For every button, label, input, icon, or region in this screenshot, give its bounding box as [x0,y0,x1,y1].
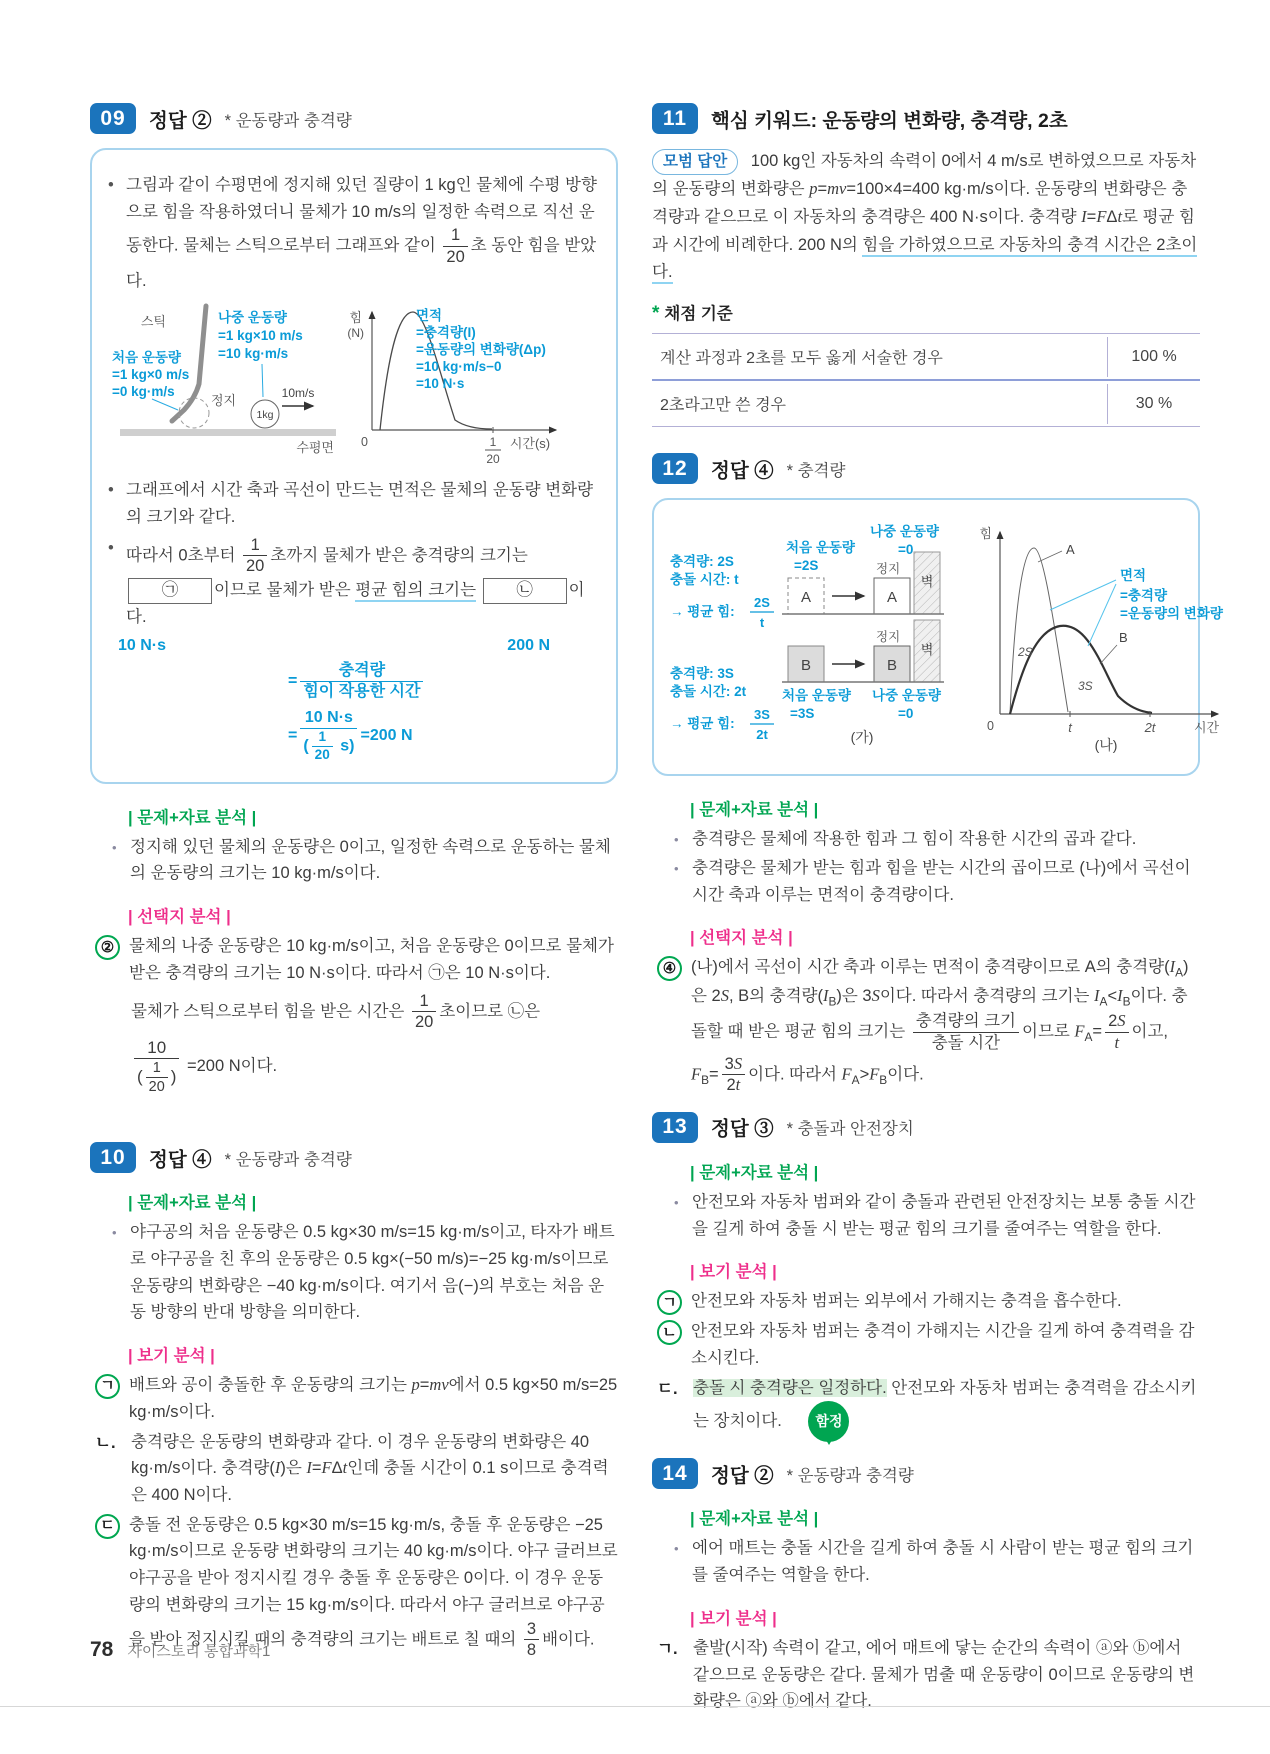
avg-force-a-num: 2S [754,595,770,611]
avg-force-a-den: t [759,615,765,631]
option-marker: ㄴ. [95,1433,116,1452]
option-marker: ㄱ. [657,1639,678,1658]
q11-header [652,103,1200,134]
initial-momentum-b-value: =3S [790,706,815,722]
ground-surface [120,429,336,436]
initial-momentum-eq2: =0 kg·m/s [112,384,175,400]
tick-t-label: t [1068,720,1072,736]
y-axis-label: 힘 [979,526,992,542]
option-marker-circled: ㄷ [95,1514,120,1539]
q12-analysis-1-text: 충격량은 물체에 작용한 힘과 그 힘이 작용한 시간의 곱과 같다. [692,830,1137,849]
x-axis-label: 시간 [1194,720,1220,736]
q09-blue-working [108,637,602,764]
q09-box-bullet-2 [108,477,602,530]
q10-problem-analysis-label: | 문제+자료 분석 | [128,1194,257,1213]
q09-choice-cont-2: 10 ( $\frac{1}{20}$ ) =200 N이다. [90,1037,618,1096]
q09-analysis-text: 정지해 있던 물체의 운동량은 0이고, 일정한 속력으로 운동하는 물체의 운동량의 크기는 10 kg·m/s이다. [130,837,611,883]
left-column [90,103,618,1664]
page-number: 78 [90,1638,114,1661]
bullet-dot: • [674,832,679,848]
q12-choice-4 [652,954,1200,1096]
rest-label: 정지 [876,630,901,645]
initial-momentum-a-value: =2S [794,558,819,574]
model-answer-badge: 모범 답안 [652,149,738,175]
asterisk-icon: * [652,303,660,325]
final-momentum-b-label: 나중 운동량 [872,688,941,704]
q09-answer: 정답 ② [149,109,212,132]
time-a-label: 충돌 시간: t [670,572,739,588]
book-title: 자이스토리 통합과학1 [127,1643,271,1660]
area-label-5: =10 N·s [416,376,465,392]
q10-analysis-text: 야구공의 처음 운동량은 0.5 kg×30 m/s=15 kg·m/s이고, 타자가 배트로 야구공을 친 후의 운동량은 0.5 kg×(−50 m/s)=−25 kg·m/s이므로 운동량의 변화량은 −40 kg·m/s이다. 여기서 음(−)의 부호는 처음 운동 방향의 반대 방향을 의미한다. [130,1223,615,1322]
q13-option-n-text: 안전모와 자동차 범퍼는 충격이 가해지는 시간을 길게 하여 충격력을 감소시킨다. [691,1322,1195,1367]
q09-number-badge: 09 [90,103,136,134]
option-marker-circled: ㄱ [95,1374,120,1399]
bullet-dot: • [674,860,679,876]
q10-number-badge: 10 [90,1142,136,1173]
origin-label: 0 [987,719,994,734]
q13-option-n [652,1318,1200,1371]
q13-option-d [652,1375,1200,1443]
q12-choice-text: (나)에서 곡선이 시간 축과 이루는 면적이 충격량이므로 A의 충격량$(I_A)$은 2S, B의 충격량$(I_B)$은 3S이다. 따라서 충격량의 크기는 $I_A<I_B$이다. 충돌할 때 받은 평균 힘의 크기는 충격량의 크기 충돌 시간 이므로 $F_A=$ $\frac{2S}{t}$ 이고, $F_B=$ $\frac{3S}{2t}$ 이다. 따라서 $F_A>F_B$이다. [691,957,1189,1095]
q09-choice-text: 물체의 나중 운동량은 10 kg·m/s이고, 처음 운동량은 0이므로 물체가 받은 충격량의 크기는 10 N·s이다. 따라서 ㉠은 10 N·s이다. [129,937,614,982]
curve-b-label: B [1119,630,1128,646]
final-momentum-a-label: 나중 운동량 [870,524,939,540]
q09-diagram-wrap [110,300,602,473]
right-column [652,103,1223,1718]
table-row [652,379,1200,426]
figure-na-label: (나) [1094,737,1118,754]
box-b-label: B [886,657,898,675]
q14-options-label: | 보기 분석 | [690,1609,777,1628]
q12-problem-analysis-label: | 문제+자료 분석 | [690,801,819,820]
wall-label: 벽 [920,574,934,590]
q09-work-line-1: = 충격량 힘이 작용한 시간 [108,661,602,702]
q09-question-box [90,148,618,784]
q14-header [652,1458,1200,1489]
q14-problem-analysis-label: | 문제+자료 분석 | [690,1510,819,1529]
pointer-line [1038,551,1062,562]
grading-score: 100 % [1107,337,1200,377]
q13-answer: 정답 ③ [711,1118,774,1141]
area-3s-label: 3S [1078,679,1093,694]
q12-header [652,453,1200,484]
final-momentum-eq1: =1 kg×10 m/s [218,328,303,344]
q13-option-d-body: 충돌 시 충격량은 일정하다. 안전모와 자동차 범퍼는 충격력을 감소시키는 장치이다. [693,1378,1197,1431]
q12-choice-analysis-label: | 선택지 분석 | [690,929,793,948]
area-label-4: =10 kg·m/s−0 [416,359,502,375]
area-2s-label: 2S [1018,645,1033,660]
grading-score: 30 % [1107,384,1200,424]
q10-option-n [90,1429,618,1509]
bullet-dot: • [112,1225,117,1241]
stick-label: 스틱 [140,314,166,330]
time-b-label: 충돌 시간: 2t [670,684,747,700]
option-marker-circled: ㄴ [657,1320,682,1345]
q09-choice-2 [90,933,618,986]
q13-option-g-text: 안전모와 자동차 범퍼는 외부에서 가해지는 충격을 흡수한다. [691,1292,1122,1311]
table-row [652,334,1200,379]
q14-option-g-text: 출발(시작) 속력이 같고, 에어 매트에 닿는 순간의 속력이 ⓐ와 ⓑ에서 같으므로 운동량은 같다. 물체가 멈출 때 운동량이 0이므로 운동량의 변화량은 ⓐ와 ⓑ에서 같다. [693,1638,1195,1711]
q09-diagram [110,300,570,468]
q10-option-d-text: 충돌 전 운동량은 0.5 kg×30 m/s=15 kg·m/s, 충돌 후 운동량은 −25 kg·m/s이므로 운동량 변화량의 크기는 40 kg·m/s이다. 야구 글러브로 야구공을 받아 정지시킬 경우 충돌 후 운동량은 0이다. 이 경우 운동량의 변화량의 크기는 15 kg·m/s이다. 따라서 야구 글러브로 야구공을 받아 정지시킬 때의 충격량의 크기는 배트로 칠 때의 $\frac{3}{8}$ 배이다. [129,1515,618,1660]
tick-fraction-den: 20 [486,452,500,467]
box-a-label: A [800,589,812,607]
q12-answer: 정답 ④ [711,459,774,482]
trap-label: 함정 [815,1413,843,1430]
q14-answer: 정답 ② [711,1464,774,1487]
q09-box-text-3: 따라서 0초부터 $\frac{1}{20}$ 초까지 물체가 받은 충격량의 크기는 ㉠ 이므로 물체가 받은 평균 힘의 크기는 ㉡ 이다. [126,535,585,627]
q13-options-label: | 보기 분석 | [690,1263,777,1282]
page-footer [90,1638,270,1662]
bullet-dot: • [108,481,114,500]
ground-label: 수평면 [296,440,334,456]
q09-choice-analysis-label: | 선택지 분석 | [128,908,231,927]
q13-number-badge: 13 [652,1112,698,1143]
q09-note-force: 200 N [507,636,550,654]
avg-force-a-label: → 평균 힘: [670,604,735,620]
bullet-dot: • [112,839,117,855]
q11-model-text: 100 kg인 자동차의 속력이 0에서 4 m/s로 변하였으므로 자동차의 운동량의 변화량은 p=mv=100×4=400 kg·m/s이다. 운동량의 변화량은 충격량과 같으므로 이 자동차의 충격량은 400 N·s이다. 충격량 I=FΔt로 평균 힘과 시간에 비례한다. 200 N의 힘을 가하였으므로 자동차의 충격 시간은 2초이다. [652,152,1197,281]
q10-topic: * 운동량과 충격량 [224,1150,352,1169]
bullet-dot: • [108,538,114,557]
q11-number-badge: 11 [652,103,698,134]
initial-momentum-label: 처음 운동량 [112,350,181,366]
q14-analysis-text: 에어 매트는 충돌 시간을 길게 하여 충돌 시 사람이 받는 평균 힘의 크기를 줄여주는 역할을 한다. [692,1539,1194,1585]
bullet-dot: • [108,176,114,194]
x-axis-label: 시간(s) [509,436,551,452]
q10-option-g-text: 배트와 공이 충돌한 후 운동량의 크기는 p=mv에서 0.5 kg×50 m/s=25 kg·m/s이다. [129,1375,618,1421]
avg-force-b-label: → 평균 힘: [670,716,735,732]
y-axis-label: 힘 [349,310,362,326]
wall-label: 벽 [920,642,934,658]
option-marker: ㄷ. [657,1379,678,1398]
q14-option-g [652,1635,1200,1715]
q09-box-bullet-1 [108,172,602,294]
q12-analysis-2-text: 충격량은 물체가 받는 힘과 힘을 받는 시간의 곱이므로 (나)에서 곡선이 시간 축과 이루는 면적이 충격량이다. [692,858,1191,904]
q12-diagram [670,518,1230,753]
q11-model-answer [652,148,1200,286]
pointer-line [1100,645,1117,664]
tick-2t-label: 2t [1144,720,1156,736]
q09-problem-analysis-label: | 문제+자료 분석 | [128,808,257,827]
q10-header [90,1142,618,1173]
q09-header [90,103,618,134]
pointer-line [152,399,178,410]
q14-number-badge: 14 [652,1458,698,1489]
option-marker-circled: ㄱ [657,1290,682,1315]
final-momentum-label: 나중 운동량 [218,310,287,326]
origin-label: 0 [361,435,368,450]
q09-work-line-2: = 10 N·s ( $\frac{1}{20}$ s) =200 N [288,708,413,762]
q12-analysis-1 [652,826,1200,853]
avg-force-b-den: 2t [756,727,768,743]
area-label-2: =충격량(I) [416,325,476,341]
area-label-1: 면적 [1120,568,1147,584]
bullet-dot: • [674,1194,679,1210]
bottom-rule [0,1706,1270,1707]
y-axis-unit: (N) [347,326,364,341]
q13-option-d-text [693,1375,1200,1443]
figure-ga-label: (가) [850,729,874,746]
impulse-b-label: 충격량: 3S [670,666,734,682]
q14-analysis [652,1535,1200,1588]
q13-topic: * 충돌과 안전장치 [786,1120,914,1139]
mass-label: 1kg [256,409,274,422]
grading-title-text: 채점 기준 [664,305,733,324]
velocity-label: 10m/s [281,386,315,401]
q12-number-badge: 12 [652,453,698,484]
q13-problem-analysis-label: | 문제+자료 분석 | [690,1163,819,1182]
tick-fraction-num: 1 [489,435,497,450]
choice-marker-circled: ② [95,935,120,960]
box-b-label: B [800,657,812,675]
q12-topic: * 충격량 [786,461,846,480]
bullet-dot: • [674,1541,679,1557]
avg-force-b-num: 3S [754,707,770,723]
q13-header [652,1112,1200,1143]
final-momentum-eq2: =10 kg·m/s [218,346,289,362]
q10-option-g [90,1372,618,1425]
q09-analysis [90,834,618,887]
curve-a [1010,548,1068,714]
q10-analysis [90,1219,618,1326]
q13-analysis [652,1189,1200,1242]
q10-option-n-text: 충격량은 운동량의 변화량과 같다. 이 경우 운동량의 변화량은 40 kg·m/s이다. 충격량(I)은 I=FΔt인데 충돌 시간이 0.1 s이므로 충격력은 400 N이다. [131,1432,609,1504]
pointer-line [262,364,263,397]
curve-b [1010,626,1152,714]
q09-topic: * 운동량과 충격량 [224,111,352,130]
box-a-label: A [886,589,898,607]
q09-choice-cont-1: 물체가 스틱으로부터 힘을 받은 시간은 $\frac{1}{20}$ 초이므로 ㉡은 [131,991,541,1032]
q11-title: 핵심 키워드: 운동량의 변화량, 충격량, 2초 [711,109,1068,132]
grading-criteria: 계산 과정과 2초를 모두 옳게 서술한 경우 [660,350,943,368]
q13-analysis-text: 안전모와 자동차 범퍼와 같이 충돌과 관련된 안전장치는 보통 충돌 시간을 길게 하여 충돌 시 받는 평균 힘의 크기를 줄여주는 역할을 한다. [692,1192,1196,1238]
q10-answer: 정답 ④ [149,1148,212,1171]
q12-analysis-2 [652,855,1200,908]
trap-balloon [808,1401,849,1442]
q14-topic: * 운동량과 충격량 [786,1466,914,1485]
final-momentum-b-value: =0 [898,706,914,722]
rest-label: 정지 [876,562,901,577]
choice-marker-circled: ④ [657,956,682,981]
initial-momentum-b-label: 처음 운동량 [782,688,851,704]
q12-question-box [652,498,1223,776]
initial-momentum-eq1: =1 kg×0 m/s [112,367,190,383]
q09-box-text-2: 그래프에서 시간 축과 곡선이 만드는 면적은 물체의 운동량 변화량의 크기와 같다. [126,481,594,527]
q09-box-bullet-3 [108,535,602,631]
area-label-2: =충격량 [1120,588,1168,604]
q13-option-g [652,1288,1200,1315]
impulse-a-label: 충격량: 2S [670,554,734,570]
q11-grading-table [652,333,1200,427]
area-label-1: 면적 [416,308,443,324]
final-momentum-a-value: =0 [898,542,914,558]
area-label-3: =운동량의 변화량(Δp) [416,342,546,358]
q09-box-text-1: 그림과 같이 수평면에 정지해 있던 질량이 1 kg인 물체에 수평 방향으로 힘을 작용하였더니 물체가 10 m/s의 일정한 속력으로 직선 운동한다. 물체는 스틱으로부터 그래프와 같이 $\frac{1}{20}$ 초 동안 힘을 받았다. [126,176,597,290]
initial-momentum-a-label: 처음 운동량 [786,540,855,556]
rest-label: 정지 [211,393,237,409]
q09-note-impulse: 10 N·s [118,636,167,654]
area-label-3: =운동량의 변화량 [1120,606,1223,622]
grading-criteria: 2초라고만 쓴 경우 [660,397,786,415]
q10-options-label: | 보기 분석 | [128,1347,215,1366]
pointer-line [1088,584,1116,646]
curve-a-label: A [1066,542,1075,558]
q11-grading-title [652,300,1200,325]
